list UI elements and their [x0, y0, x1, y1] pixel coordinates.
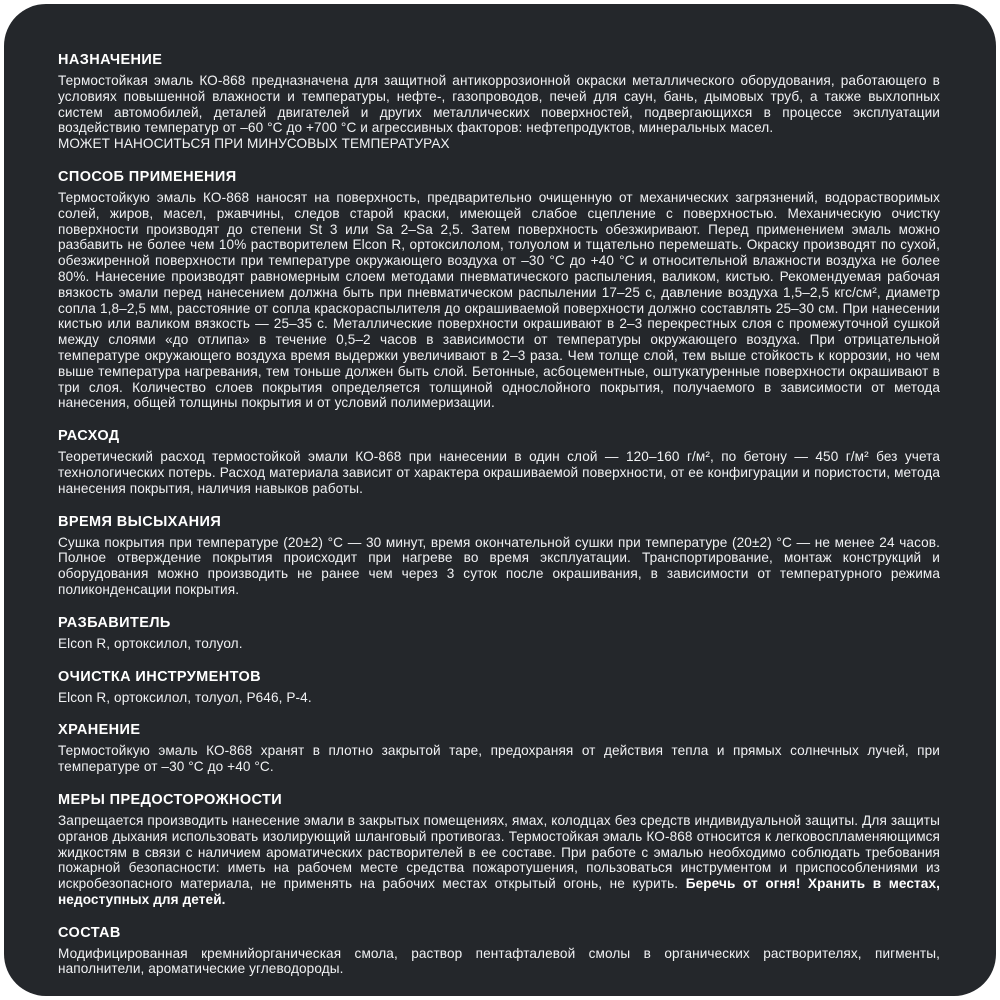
warning-text: Беречь от огня! Хранить в местах, недоступных для детей. — [58, 876, 941, 907]
section-paragraph: Термостойкая эмаль КО-868 предназначена для защитной антикоррозионной окраски металлического оборудования, работающего в условиях повышенной влажности и температуры, нефте-, газопроводов, печей для саун, бань, дымовых труб, а также выхлопных систем автомобилей, деталей двигателей и других металлических поверхностей, подвергающихся в процессе эксплуатации воздействию температур от –60 °С до +700 °С и агрессивных факторов: нефтепродуктов, минеральных масел. — [58, 73, 940, 136]
section-title-purpose: НАЗНАЧЕНИЕ — [58, 52, 163, 68]
section-paragraph: Термостойкую эмаль КО-868 хранят в плотно закрытой таре, предохраняя от действия тепла и прямых солнечных лучей, при температуре от –30 °С до +40 °С. — [58, 743, 940, 775]
section-title-thinner: РАЗБАВИТЕЛЬ — [58, 614, 171, 631]
section-tool-cleaning — [58, 669, 940, 706]
sections — [58, 52, 940, 977]
section-paragraph: МОЖЕТ НАНОСИТЬСЯ ПРИ МИНУСОВЫХ ТЕМПЕРАТУРАХ — [58, 136, 450, 152]
section-title-application: СПОСОБ ПРИМЕНЕНИЯ — [58, 168, 237, 185]
section-purpose — [58, 52, 940, 152]
section-title-storage: ХРАНЕНИЕ — [58, 722, 141, 739]
section-storage — [58, 722, 940, 775]
section-paragraph: Теоретический расход термостойкой эмали КО-868 при нанесении в один слой — 120–160 г/м², по бетону — 450 г/м² без учета технологических потерь. Расход материала зависит от характера окрашиваемой поверхности, от ее конфигурации и пористости, метода нанесения покрытия, наличия навыков работы. — [58, 449, 940, 496]
section-consumption — [58, 428, 940, 496]
section-paragraph: Elcon R, ортоксилол, толуол. — [58, 635, 243, 651]
section-thinner — [58, 615, 940, 652]
section-title-composition: СОСТАВ — [58, 924, 121, 941]
section-paragraph: Термостойкую эмаль КО-868 наносят на поверхность, предварительно очищенную от механических загрязнений, водорастворимых солей, жиров, масел, ржавчины, следов старой краски, имеющей слабое сцепление с поверхностью. Механическую очистку поверхности производят до степени St 3 или Sa 2–Sa 2,5. Затем поверхность обезжиривают. Перед применением эмаль можно разбавить не более чем 10% растворителем Elcon R, ортоксилолом, толуолом и тщательно перемешать. Окраску производят по сухой, обезжиренной поверхности при температуре окружающего воздуха от –30 °С до +40 °С и относительной влажности воздуха не более 80%. Нанесение производят равномерным слоем методами пневматического распыления, валиком, кистью. Рекомендуемая рабочая вязкость эмали перед нанесением должна быть при пневматическом распылении 17–25 с, давление воздуха 1,5–2,5 кгс/см², диаметр сопла 1,8–2,5 мм, расстояние от сопла краскораспылителя до окрашиваемой поверхности должно составлять 25–30 см. При нанесении кистью или валиком вязкость — 25–35 с. Металлические поверхности окрашивают в 2–3 перекрестных слоя с промежуточной сушкой между слоями «до отлипа» в течение 0,5–2 часов в зависимости от температуры окружающего воздуха. При отрицательной температуре окружающего воздуха время выдержки увеличивают в 2–3 раза. Чем толще слой, тем выше стойкость к коррозии, но чем выше температура нагревания, тем тоньше должен быть слой. Бетонные, асбоцементные, оштукатуренные поверхности окрашивают в три слоя. Количество слоев покрытия определяется толщиной однослойного покрытия, получаемого в зависимости от метода нанесения, общей толщины покрытия и от условий полимеризации. — [58, 189, 940, 411]
section-composition — [58, 925, 940, 978]
section-drying-time — [58, 514, 940, 598]
section-title-tool-cleaning: ОЧИСТКА ИНСТРУМЕНТОВ — [58, 668, 262, 685]
section-paragraph: Сушка покрытия при температуре (20±2) °С — 30 минут, время окончательной сушки при температуре (20±2) °С — не менее 24 часов. Полное отверждение покрытия происходит при нагреве во время эксплуатации. Транспортирование, монтаж конструкций и оборудования можно производить не ранее чем через 3 суток после окрашивания, в зависимости от температурного режима поликонденсации покрытия. — [58, 534, 940, 597]
section-title-precautions: МЕРЫ ПРЕДОСТОРОЖНОСТИ — [58, 791, 283, 808]
section-title-consumption: РАСХОД — [58, 428, 120, 445]
section-application — [58, 169, 940, 411]
section-paragraph: Запрещается производить нанесение эмали в закрытых помещениях, ямах, колодцах без средств индивидуальной защиты. Для защиты органов дыхания использовать изолирующий шланговый противогаз. Термостойкая эмаль КО-868 относится к легковоспламеняющимся жидкостям в связи с наличием ароматических растворителей в ее составе. При работе с эмалью необходимо соблюдать требования пожарной безопасности: иметь на рабочем месте средства пожаротушения, пользоваться инструментом и приспособлениями из искробезопасного материала, не применять на рабочих местах открытый огонь, не курить. Беречь от огня! Хранить в местах, недоступных для детей. — [58, 812, 941, 907]
section-paragraph: Elcon R, ортоксилол, толуол, Р646, Р-4. — [58, 689, 312, 705]
section-title-drying-time: ВРЕМЯ ВЫСЫХАНИЯ — [58, 513, 222, 530]
section-precautions — [58, 792, 940, 908]
section-paragraph: Модифицированная кремнийорганическая смола, раствор пентафталевой смолы в органических растворителях, пигменты, наполнители, ароматические углеводороды. — [58, 945, 940, 977]
product-info-panel — [4, 4, 996, 996]
